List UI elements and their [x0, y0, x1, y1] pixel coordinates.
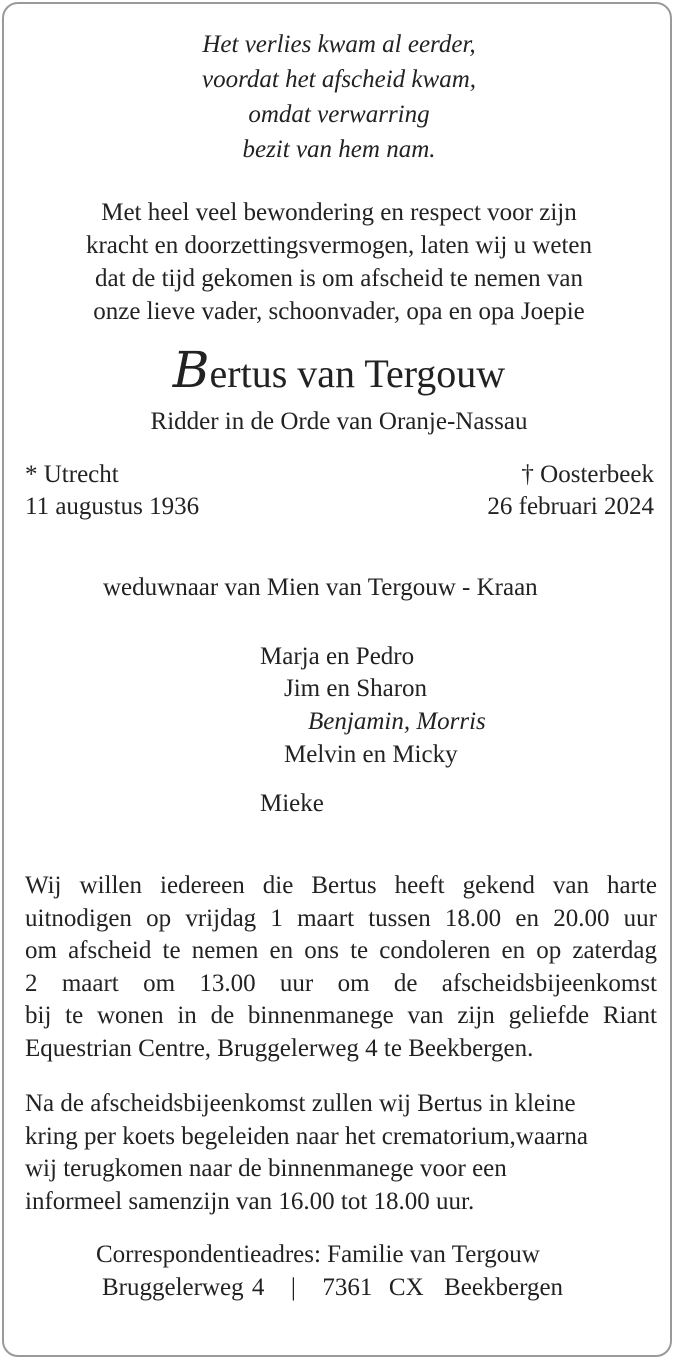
birth-info	[25, 459, 199, 523]
death-date: 26 februari 2024	[487, 493, 654, 520]
intro-line: onze lieve vader, schoonvader, opa en opa Joepie	[93, 298, 585, 325]
invite-line: uitnodigen op vrijdag 1 maart tussen 18.00 en 20.00 uur	[25, 904, 657, 932]
after-line: informeel samenzijn van 16.00 tot 18.00 uur.	[25, 1187, 475, 1215]
intro-paragraph	[0, 196, 678, 328]
birth-date: 11 augustus 1936	[25, 493, 200, 520]
poem-line: voordat het afscheid kwam,	[201, 66, 477, 93]
death-info	[487, 459, 654, 523]
invite-line: om afscheid te nemen en ons te condoleren en op zaterdag	[25, 937, 657, 964]
address-city: Beekbergen	[444, 1274, 564, 1301]
invite-line: 2 maart om 13.00 uur om de afscheidsbijeenkomst	[25, 969, 657, 997]
widower-line: weduwnaar van Mien van Tergouw - Kraan	[103, 574, 538, 601]
invite-line: Wij willen iedereen die Bertus heeft gekend van harte	[25, 872, 657, 899]
invite-paragraph	[25, 870, 657, 1065]
honor-title: Ridder in de Orde van Oranje-Nassau	[150, 408, 528, 435]
poem-line: Het verlies kwam al eerder,	[202, 31, 476, 58]
invite-line: bij te wonen in de binnenmanege van zijn geliefde Riant	[25, 1002, 657, 1029]
intro-line: Met heel veel bewondering en respect voor zijn	[101, 199, 577, 226]
family-member: Melvin en Micky	[284, 741, 458, 768]
intro-line: kracht en doorzettingsvermogen, laten wij u weten	[85, 232, 593, 259]
after-paragraph	[25, 1088, 588, 1218]
family-member: Jim en Sharon	[284, 675, 428, 702]
deceased-name	[0, 341, 678, 399]
after-line: wij terugkomen naar de binnenmanege voor een	[25, 1155, 507, 1182]
name-rest: ertus van Tergouw	[209, 351, 506, 396]
family-member: Marja en Pedro	[260, 643, 415, 670]
address-postcode: 7361 CX	[322, 1274, 424, 1301]
death-place: † Oosterbeek	[521, 461, 654, 488]
address-separator: |	[290, 1274, 296, 1301]
poem-line: omdat verwarring	[248, 101, 430, 128]
address-street: Bruggelerweg 4	[102, 1274, 265, 1301]
correspondence-line: Correspondentieadres: Familie van Tergouw	[96, 1241, 540, 1268]
poem	[0, 27, 678, 167]
after-line: Na de afscheidsbijeenkomst zullen wij Bertus in kleine	[25, 1090, 576, 1117]
intro-line: dat de tijd gekomen is om afscheid te nemen van	[94, 265, 584, 292]
correspondence-address	[102, 1272, 563, 1304]
poem-line: bezit van hem nam.	[242, 136, 436, 163]
birth-place: * Utrecht	[25, 461, 119, 488]
after-line: kring per koets begeleiden naar het crematorium,waarna	[25, 1122, 588, 1150]
name-initial: B	[172, 341, 210, 399]
invite-line: Equestrian Centre, Bruggelerweg 4 te Beekbergen.	[25, 1034, 534, 1062]
family-member: Mieke	[260, 790, 324, 817]
family-grandchildren: Benjamin, Morris	[308, 708, 486, 735]
